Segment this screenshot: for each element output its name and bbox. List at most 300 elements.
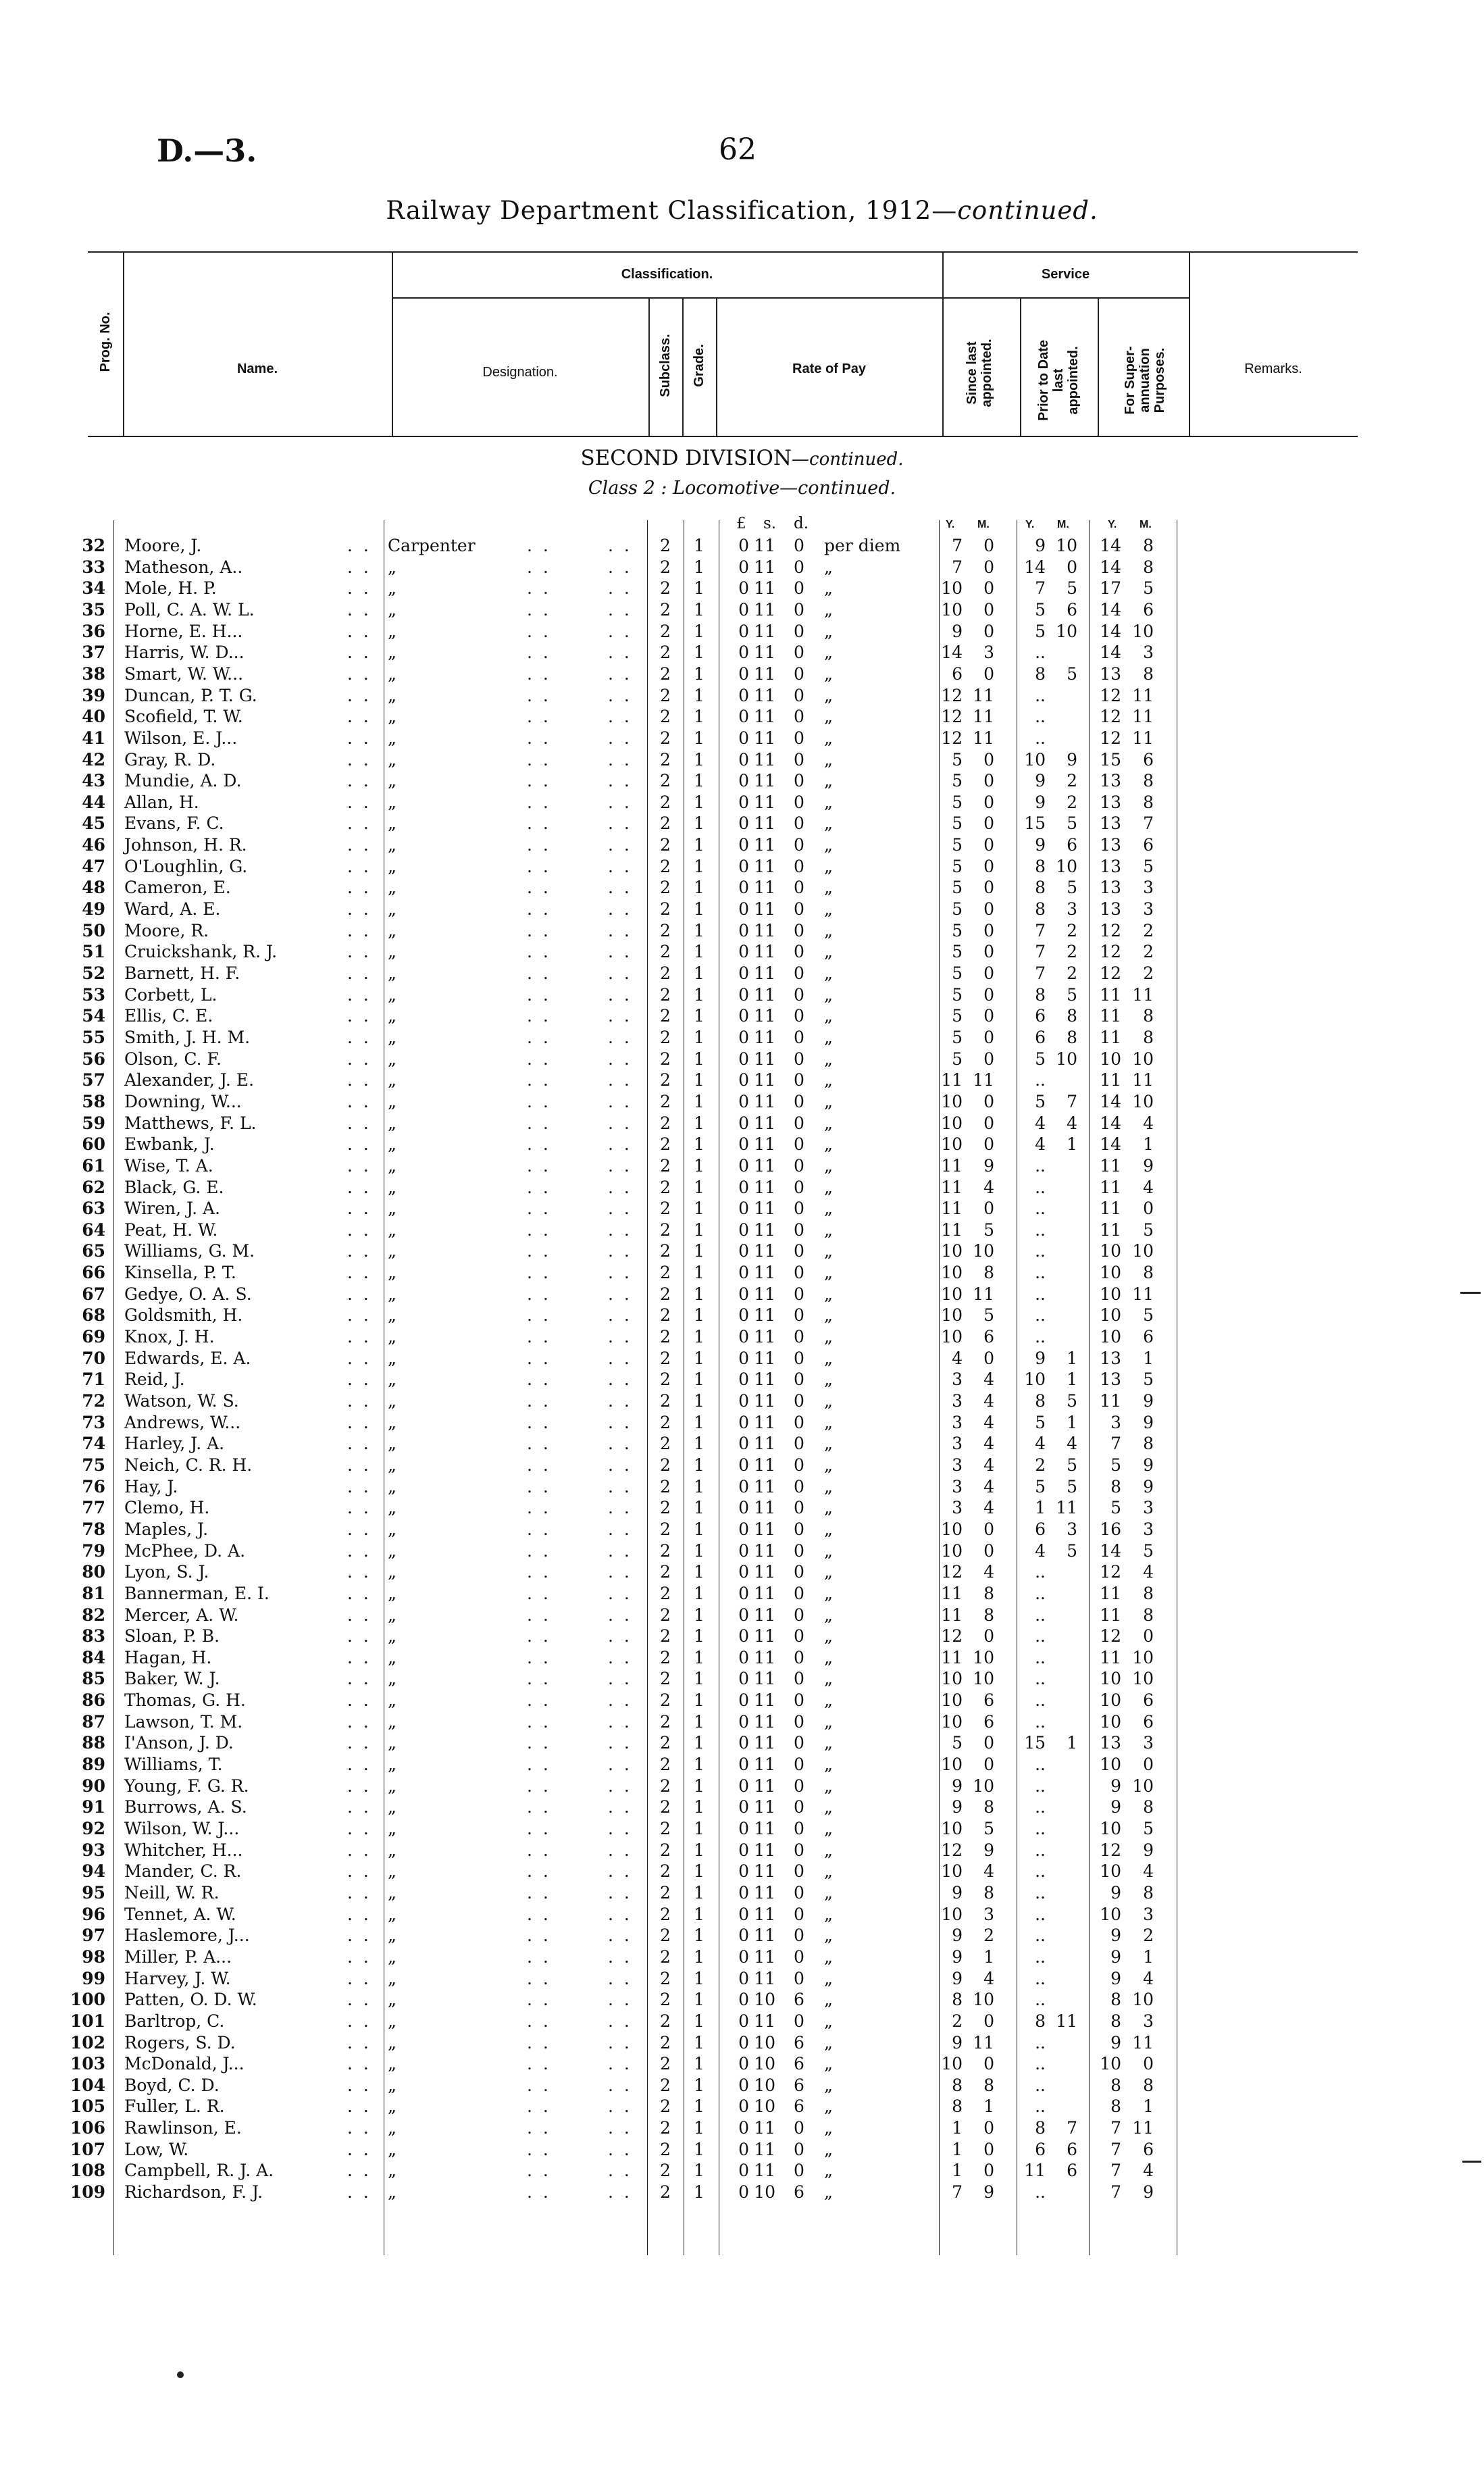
super-months: 6 <box>1143 2140 1154 2159</box>
table-row <box>0 1925 1484 1946</box>
prog-number: 49 <box>82 899 105 919</box>
staff-name: Gedye, O. A. S. <box>124 1284 252 1304</box>
pay-pence: 0 <box>794 813 804 833</box>
designation: „ <box>388 1584 396 1603</box>
leader-dots: . . <box>527 2054 551 2073</box>
prior-years: 8 <box>1035 664 1046 684</box>
pay-pounds: 0 <box>738 1391 749 1411</box>
pay-pence: 0 <box>794 1134 804 1154</box>
grade: 1 <box>694 1498 705 1517</box>
super-months: 8 <box>1143 1883 1154 1903</box>
pay-pence: 0 <box>794 1797 804 1817</box>
grade: 1 <box>694 1134 705 1154</box>
pay-pence: 0 <box>794 963 804 983</box>
leader-dots: . . <box>527 899 551 919</box>
pay-pence: 0 <box>794 1455 804 1475</box>
leader-dots: . . <box>347 1861 372 1881</box>
header-top-rule <box>88 251 1358 253</box>
leader-dots: . . <box>347 1584 372 1603</box>
pay-shillings: 11 <box>754 1947 775 1967</box>
table-row <box>0 578 1484 599</box>
leader-dots: . . <box>608 1755 632 1774</box>
designation: „ <box>388 1819 396 1838</box>
since-months: 8 <box>983 1263 994 1282</box>
super-years: 13 <box>1100 899 1121 919</box>
since-months: 4 <box>983 1969 994 1988</box>
super-years: 7 <box>1110 2161 1121 2180</box>
pay-pence: 0 <box>794 664 804 684</box>
pay-shillings: 10 <box>754 2033 775 2053</box>
table-row <box>0 1049 1484 1070</box>
pay-pounds: 0 <box>738 1905 749 1924</box>
prog-number: 101 <box>70 2011 105 2031</box>
prior-years: 6 <box>1035 1028 1046 1047</box>
pay-pence: 0 <box>794 557 804 577</box>
grade: 1 <box>694 1305 705 1325</box>
table-row <box>0 2160 1484 2181</box>
pay-period: „ <box>824 1199 833 1218</box>
grade: 1 <box>694 835 705 855</box>
leader-dots: . . <box>608 1049 632 1069</box>
since-years: 1 <box>952 2118 963 2138</box>
table-row <box>0 1583 1484 1604</box>
leader-dots: . . <box>527 1263 551 1282</box>
pay-pence: 0 <box>794 1391 804 1411</box>
subclass: 2 <box>660 2011 671 2031</box>
subclass: 2 <box>660 1263 671 1282</box>
since-years: 2 <box>952 2011 963 2031</box>
grade: 1 <box>694 536 705 555</box>
pay-shillings: 11 <box>754 1178 775 1197</box>
pay-period: „ <box>824 2054 833 2073</box>
pay-pounds: 0 <box>738 1669 749 1688</box>
leader-dots: . . <box>527 1349 551 1368</box>
leader-dots: . . <box>608 1905 632 1924</box>
leader-dots: . . <box>608 1626 632 1646</box>
prog-number: 40 <box>82 707 105 726</box>
leader-dots: . . <box>608 963 632 983</box>
subclass: 2 <box>660 2118 671 2138</box>
leader-dots: . . <box>347 1541 372 1561</box>
super-months: 8 <box>1143 1006 1154 1026</box>
grade: 1 <box>694 1584 705 1603</box>
prog-number: 80 <box>82 1562 105 1582</box>
prior-years: .. <box>1035 1690 1046 1710</box>
pay-shillings: 11 <box>754 1434 775 1453</box>
prog-number: 45 <box>82 813 105 833</box>
staff-name: Corbett, L. <box>124 985 218 1005</box>
since-years: 11 <box>941 1220 963 1240</box>
pay-pence: 0 <box>794 1284 804 1304</box>
pay-period: „ <box>824 728 833 748</box>
super-years: 11 <box>1100 1156 1121 1176</box>
subclass: 2 <box>660 1284 671 1304</box>
subclass: 2 <box>660 2054 671 2073</box>
subclass: 2 <box>660 792 671 812</box>
pay-period: per diem <box>824 536 901 555</box>
leader-dots: . . <box>347 1712 372 1732</box>
leader-dots: . . <box>347 2182 372 2202</box>
since-months: 8 <box>983 1883 994 1903</box>
pay-pounds: 0 <box>738 707 749 726</box>
staff-name: Horne, E. H... <box>124 622 243 641</box>
pay-pounds: 0 <box>738 1220 749 1240</box>
pay-period: „ <box>824 2011 833 2031</box>
grade: 1 <box>694 857 705 876</box>
since-years: 10 <box>941 1690 963 1710</box>
leader-dots: . . <box>527 1070 551 1090</box>
subclass: 2 <box>660 707 671 726</box>
leader-dots: . . <box>608 707 632 726</box>
leader-dots: . . <box>608 2033 632 2053</box>
leader-dots: . . <box>608 1776 632 1796</box>
since-months: 8 <box>983 2075 994 2095</box>
prog-number: 55 <box>82 1028 105 1047</box>
prior-months: 5 <box>1067 664 1077 684</box>
prog-number: 36 <box>82 622 105 641</box>
designation: „ <box>388 664 396 684</box>
super-months: 2 <box>1143 921 1154 940</box>
section-title-text: SECOND DIVISION <box>580 446 792 470</box>
pay-pence: 0 <box>794 1541 804 1561</box>
pay-pounds: 0 <box>738 1712 749 1732</box>
designation: „ <box>388 1755 396 1774</box>
leader-dots: . . <box>347 857 372 876</box>
staff-name: I'Anson, J. D. <box>124 1733 234 1753</box>
leader-dots: . . <box>347 1455 372 1475</box>
designation: „ <box>388 686 396 705</box>
prog-number: 41 <box>82 728 105 748</box>
leader-dots: . . <box>608 1327 632 1347</box>
super-years: 9 <box>1110 2033 1121 2053</box>
leader-dots: . . <box>347 1284 372 1304</box>
subclass: 2 <box>660 643 671 662</box>
pay-period: „ <box>824 2140 833 2159</box>
table-row <box>0 1348 1484 1369</box>
designation: „ <box>388 1049 396 1069</box>
pay-period: „ <box>824 1156 833 1176</box>
since-months: 3 <box>983 643 994 662</box>
leader-dots: . . <box>347 1070 372 1090</box>
pay-pence: 0 <box>794 1199 804 1218</box>
since-months: 10 <box>973 1241 994 1261</box>
leader-dots: . . <box>347 1840 372 1860</box>
designation: „ <box>388 1327 396 1347</box>
pay-pounds: 0 <box>738 1690 749 1710</box>
subclass: 2 <box>660 899 671 919</box>
pay-pence: 0 <box>794 622 804 641</box>
pay-pounds: 0 <box>738 1434 749 1453</box>
leader-dots: . . <box>527 1220 551 1240</box>
prior-years: .. <box>1035 1969 1046 1988</box>
since-years: 6 <box>952 664 963 684</box>
classification-rule <box>392 297 1189 299</box>
grade: 1 <box>694 1562 705 1582</box>
pay-shillings: 11 <box>754 921 775 940</box>
pay-shillings: 11 <box>754 835 775 855</box>
table-row <box>0 1732 1484 1753</box>
since-years: 10 <box>941 1541 963 1561</box>
grade: 1 <box>694 1178 705 1197</box>
leader-dots: . . <box>347 1498 372 1517</box>
prog-number: 84 <box>82 1648 105 1667</box>
prior-years: 7 <box>1035 578 1046 598</box>
pay-pence: 0 <box>794 1220 804 1240</box>
leader-dots: . . <box>608 985 632 1005</box>
since-months: 9 <box>983 1156 994 1176</box>
since-years: 14 <box>941 643 963 662</box>
super-years: 3 <box>1110 1413 1121 1432</box>
pay-pounds: 0 <box>738 728 749 748</box>
pay-period: „ <box>824 1028 833 1047</box>
pay-period: „ <box>824 1305 833 1325</box>
super-years: 13 <box>1100 792 1121 812</box>
since-months: 0 <box>983 2054 994 2073</box>
prog-number: 39 <box>82 686 105 705</box>
prior-years: 5 <box>1035 1413 1046 1432</box>
super-years: 12 <box>1100 728 1121 748</box>
grade: 1 <box>694 1327 705 1347</box>
designation: „ <box>388 1605 396 1625</box>
leader-dots: . . <box>527 1434 551 1453</box>
staff-name: Olson, C. F. <box>124 1049 222 1069</box>
pay-pounds: 0 <box>738 878 749 897</box>
pay-shillings: 11 <box>754 1413 775 1432</box>
pay-shillings: 11 <box>754 707 775 726</box>
pay-pounds: 0 <box>738 1178 749 1197</box>
since-months: 0 <box>983 835 994 855</box>
staff-name: Baker, W. J. <box>124 1669 220 1688</box>
pay-period: „ <box>824 1840 833 1860</box>
super-years: 9 <box>1110 1969 1121 1988</box>
table-row <box>0 1262 1484 1283</box>
pay-pence: 0 <box>794 985 804 1005</box>
header-designation: Designation. <box>482 365 558 380</box>
designation: „ <box>388 1413 396 1432</box>
leader-dots: . . <box>347 1690 372 1710</box>
pay-period: „ <box>824 1263 833 1282</box>
prog-number: 63 <box>82 1199 105 1218</box>
leader-dots: . . <box>527 1028 551 1047</box>
pay-shillings: 11 <box>754 1648 775 1667</box>
grade: 1 <box>694 1669 705 1688</box>
since-years: 10 <box>941 1327 963 1347</box>
table-row <box>0 984 1484 1005</box>
grade: 1 <box>694 1648 705 1667</box>
leader-dots: . . <box>608 2011 632 2031</box>
leader-dots: . . <box>347 1926 372 1945</box>
designation: „ <box>388 2118 396 2138</box>
table-row <box>0 1968 1484 1989</box>
leader-dots: . . <box>608 1669 632 1688</box>
prog-number: 69 <box>82 1327 105 1347</box>
leader-dots: . . <box>527 1369 551 1389</box>
designation: „ <box>388 1006 396 1026</box>
leader-dots: . . <box>347 1969 372 1988</box>
pay-period: „ <box>824 1541 833 1561</box>
leader-dots: . . <box>608 1028 632 1047</box>
grade: 1 <box>694 1413 705 1432</box>
super-months: 8 <box>1143 1584 1154 1603</box>
leader-dots: . . <box>347 1776 372 1796</box>
subclass: 2 <box>660 1049 671 1069</box>
super-years: 11 <box>1100 1028 1121 1047</box>
leader-dots: . . <box>527 1755 551 1774</box>
prior-months: 5 <box>1067 578 1077 598</box>
super-years: 12 <box>1100 921 1121 940</box>
grade: 1 <box>694 728 705 748</box>
pay-period: „ <box>824 1626 833 1646</box>
grade: 1 <box>694 1712 705 1732</box>
leader-dots: . . <box>527 2075 551 2095</box>
pay-pounds: 0 <box>738 1990 749 2009</box>
since-months: 0 <box>983 1541 994 1561</box>
pay-shillings: 11 <box>754 1840 775 1860</box>
table-row <box>0 1433 1484 1454</box>
leader-dots: . . <box>608 1113 632 1133</box>
prog-number: 66 <box>82 1263 105 1282</box>
super-months: 8 <box>1143 1434 1154 1453</box>
pay-shillings: 11 <box>754 1797 775 1817</box>
pay-shillings: 11 <box>754 1028 775 1047</box>
pay-shillings: 11 <box>754 1305 775 1325</box>
pay-pence: 6 <box>794 2096 804 2116</box>
pay-period: „ <box>824 1712 833 1732</box>
subclass: 2 <box>660 1669 671 1688</box>
since-years: 9 <box>952 1797 963 1817</box>
pay-pounds: 0 <box>738 835 749 855</box>
grade: 1 <box>694 1220 705 1240</box>
pay-pounds: 0 <box>738 536 749 555</box>
designation: „ <box>388 1477 396 1496</box>
pay-pence: 0 <box>794 536 804 555</box>
pay-pence: 0 <box>794 1070 804 1090</box>
subclass: 2 <box>660 813 671 833</box>
grade: 1 <box>694 1861 705 1881</box>
since-months: 0 <box>983 600 994 620</box>
since-months: 4 <box>983 1391 994 1411</box>
leader-dots: . . <box>347 643 372 662</box>
prog-number: 89 <box>82 1755 105 1774</box>
pay-pence: 0 <box>794 578 804 598</box>
pay-shillings: 11 <box>754 1562 775 1582</box>
prog-number: 92 <box>82 1819 105 1838</box>
since-years: 10 <box>941 1092 963 1111</box>
leader-dots: . . <box>527 942 551 961</box>
table-row <box>0 941 1484 962</box>
grade: 1 <box>694 1541 705 1561</box>
prog-number: 61 <box>82 1156 105 1176</box>
super-months: 11 <box>1132 1070 1154 1090</box>
pay-pounds: 0 <box>738 1006 749 1026</box>
leader-dots: . . <box>347 2096 372 2116</box>
designation: „ <box>388 899 396 919</box>
staff-name: Miller, P. A... <box>124 1947 232 1967</box>
header-superannuation: For Super-annuation Purposes. <box>1123 346 1167 415</box>
leader-dots: . . <box>608 1605 632 1625</box>
prior-years: 7 <box>1035 942 1046 961</box>
leader-dots: . . <box>608 536 632 555</box>
staff-name: Knox, J. H. <box>124 1327 215 1347</box>
table-row <box>0 856 1484 877</box>
super-years: 13 <box>1100 878 1121 897</box>
leader-dots: . . <box>608 664 632 684</box>
since-months: 0 <box>983 813 994 833</box>
super-months: 5 <box>1143 578 1154 598</box>
prog-number: 99 <box>82 1969 105 1988</box>
leader-dots: . . <box>347 1178 372 1197</box>
staff-name: Smart, W. W... <box>124 664 244 684</box>
super-months: 0 <box>1143 2054 1154 2073</box>
pay-shillings: 11 <box>754 1391 775 1411</box>
pay-pence: 0 <box>794 1755 804 1774</box>
pay-shillings: 11 <box>754 1690 775 1710</box>
pay-pounds: 0 <box>738 1584 749 1603</box>
staff-name: Hagan, H. <box>124 1648 212 1667</box>
pay-pounds: 0 <box>738 857 749 876</box>
prior-months: 1 <box>1067 1349 1077 1368</box>
grade: 1 <box>694 1049 705 1069</box>
super-years: 14 <box>1100 536 1121 555</box>
since-months: 0 <box>983 963 994 983</box>
prog-number: 78 <box>82 1519 105 1539</box>
super-years: 10 <box>1100 1819 1121 1838</box>
prior-years: 8 <box>1035 2011 1046 2031</box>
prog-number: 48 <box>82 878 105 897</box>
pay-pence: 0 <box>794 600 804 620</box>
leader-dots: . . <box>347 899 372 919</box>
leader-dots: . . <box>608 578 632 598</box>
designation: „ <box>388 1349 396 1368</box>
prog-number: 72 <box>82 1391 105 1411</box>
prior-years: 10 <box>1024 1369 1046 1389</box>
pay-shillings: 11 <box>754 2140 775 2159</box>
pay-period: „ <box>824 1092 833 1111</box>
grade: 1 <box>694 600 705 620</box>
grade: 1 <box>694 2075 705 2095</box>
super-years: 14 <box>1100 1541 1121 1561</box>
leader-dots: . . <box>608 1926 632 1945</box>
designation: „ <box>388 1028 396 1047</box>
class-title: Class 2 : Locomotive—continued. <box>588 478 896 499</box>
leader-dots: . . <box>608 899 632 919</box>
grade: 1 <box>694 643 705 662</box>
pay-period: „ <box>824 1926 833 1945</box>
pay-pounds: 0 <box>738 1327 749 1347</box>
leader-dots: . . <box>347 600 372 620</box>
table-row <box>0 1005 1484 1026</box>
designation: „ <box>388 557 396 577</box>
leader-dots: . . <box>347 2118 372 2138</box>
prior-months: 1 <box>1067 1369 1077 1389</box>
pay-pence: 0 <box>794 2118 804 2138</box>
leader-dots: . . <box>347 771 372 790</box>
designation: „ <box>388 1776 396 1796</box>
super-months: 9 <box>1143 1391 1154 1411</box>
grade: 1 <box>694 963 705 983</box>
pay-pounds: 0 <box>738 1413 749 1432</box>
pay-pence: 0 <box>794 1648 804 1667</box>
table-row <box>0 1240 1484 1261</box>
since-years: 10 <box>941 1241 963 1261</box>
leader-dots: . . <box>608 1178 632 1197</box>
leader-dots: . . <box>527 1584 551 1603</box>
since-months: 6 <box>983 1690 994 1710</box>
title-suffix: continued. <box>957 196 1098 225</box>
table-row <box>0 834 1484 855</box>
designation: „ <box>388 1092 396 1111</box>
grade: 1 <box>694 1477 705 1496</box>
